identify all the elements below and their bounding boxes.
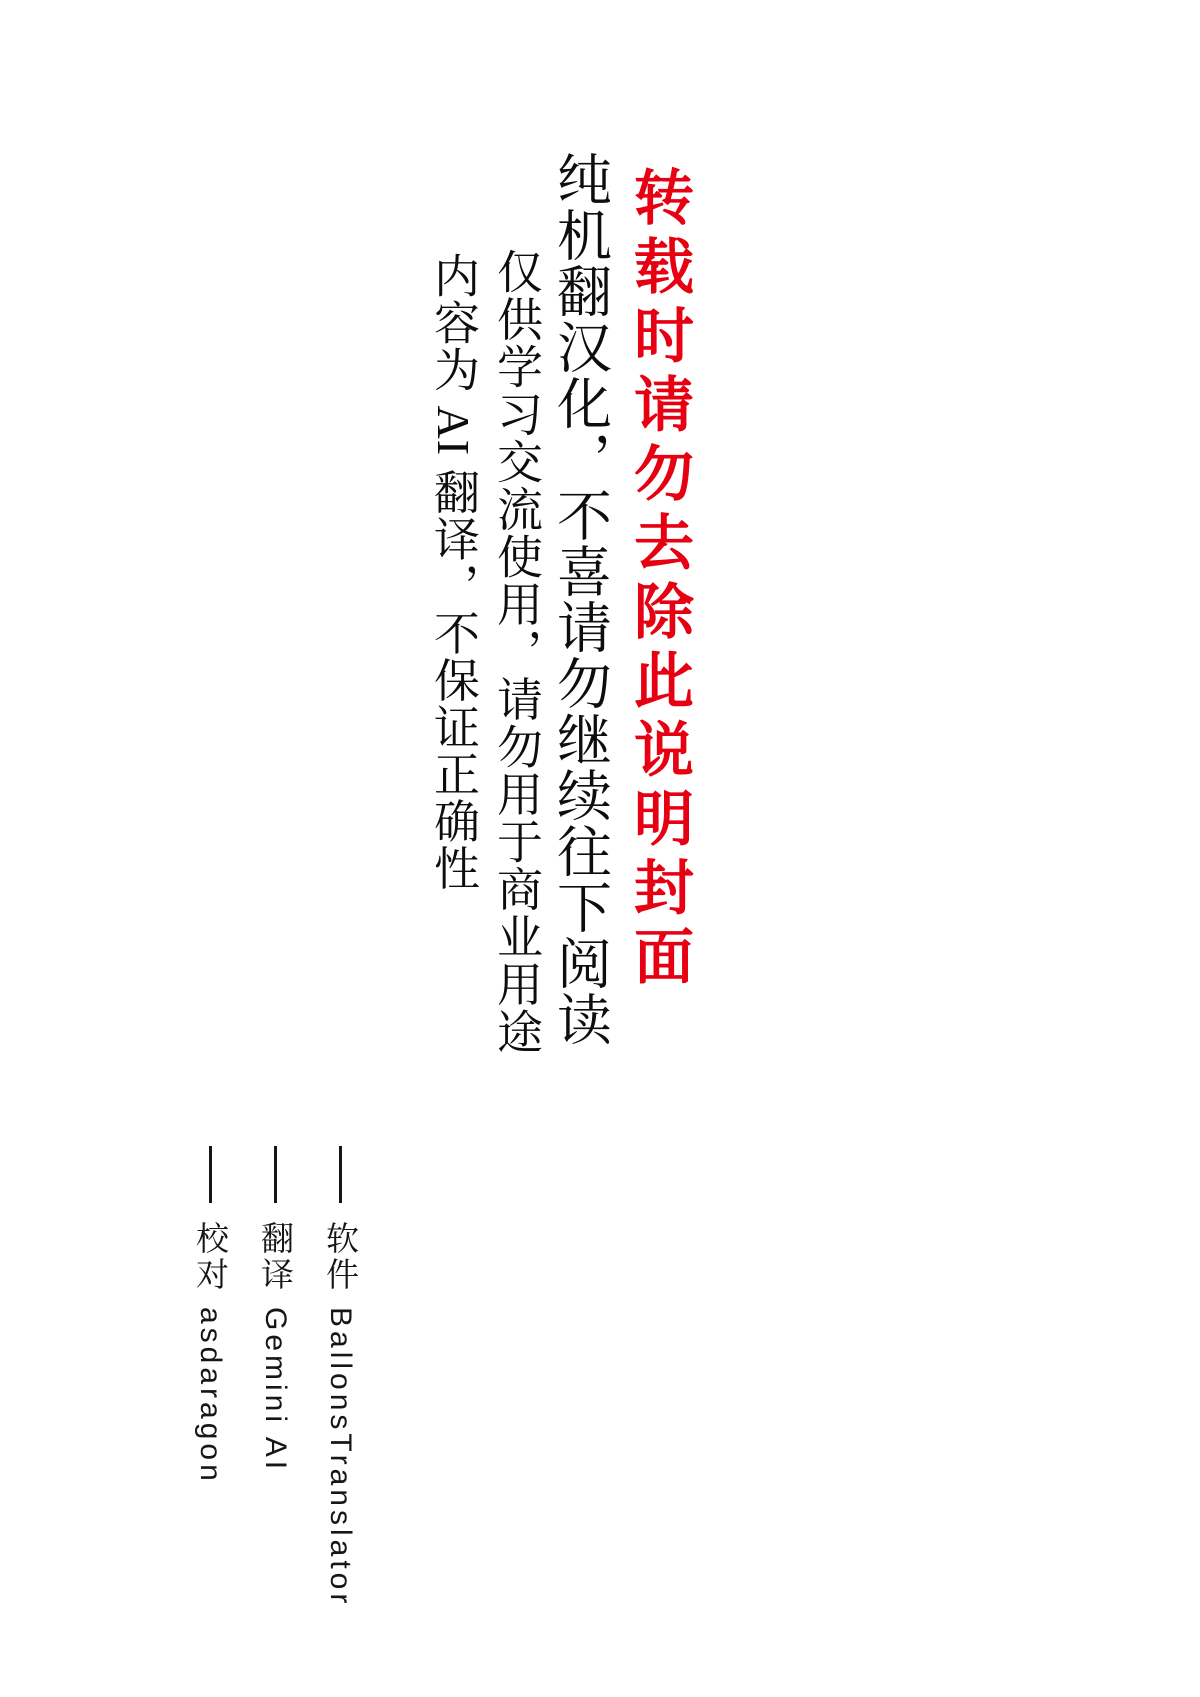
credit-name: BallonsTranslator [324,1307,357,1608]
credit-text [321,1221,359,1607]
notice-headline: 转载时请勿去除此说明封面 [626,166,693,994]
credit-role: 翻译 [257,1221,294,1293]
credit-dash [339,1146,342,1203]
notice-line-usage: 仅供学习交流使用，请勿用于商业用途 [491,248,542,1056]
credit-name: Gemini AI [259,1307,292,1474]
notice-line-main: 纯机翻汉化，不喜请勿继续往下阅读 [549,151,610,1047]
credit-text [191,1221,229,1485]
credit-name: asdaragon [194,1307,227,1485]
credit-role: 校对 [192,1221,229,1293]
credit-role: 软件 [322,1221,359,1293]
credit-column-translation [256,1146,294,1473]
credit-column-software [321,1146,359,1607]
notice-line-disclaimer: 内容为 AI 翻译，不保证正确性 [428,252,479,892]
credit-dash [274,1146,277,1203]
credit-column-proofread [191,1146,229,1485]
credit-text [256,1221,294,1473]
credit-dash [209,1146,212,1203]
